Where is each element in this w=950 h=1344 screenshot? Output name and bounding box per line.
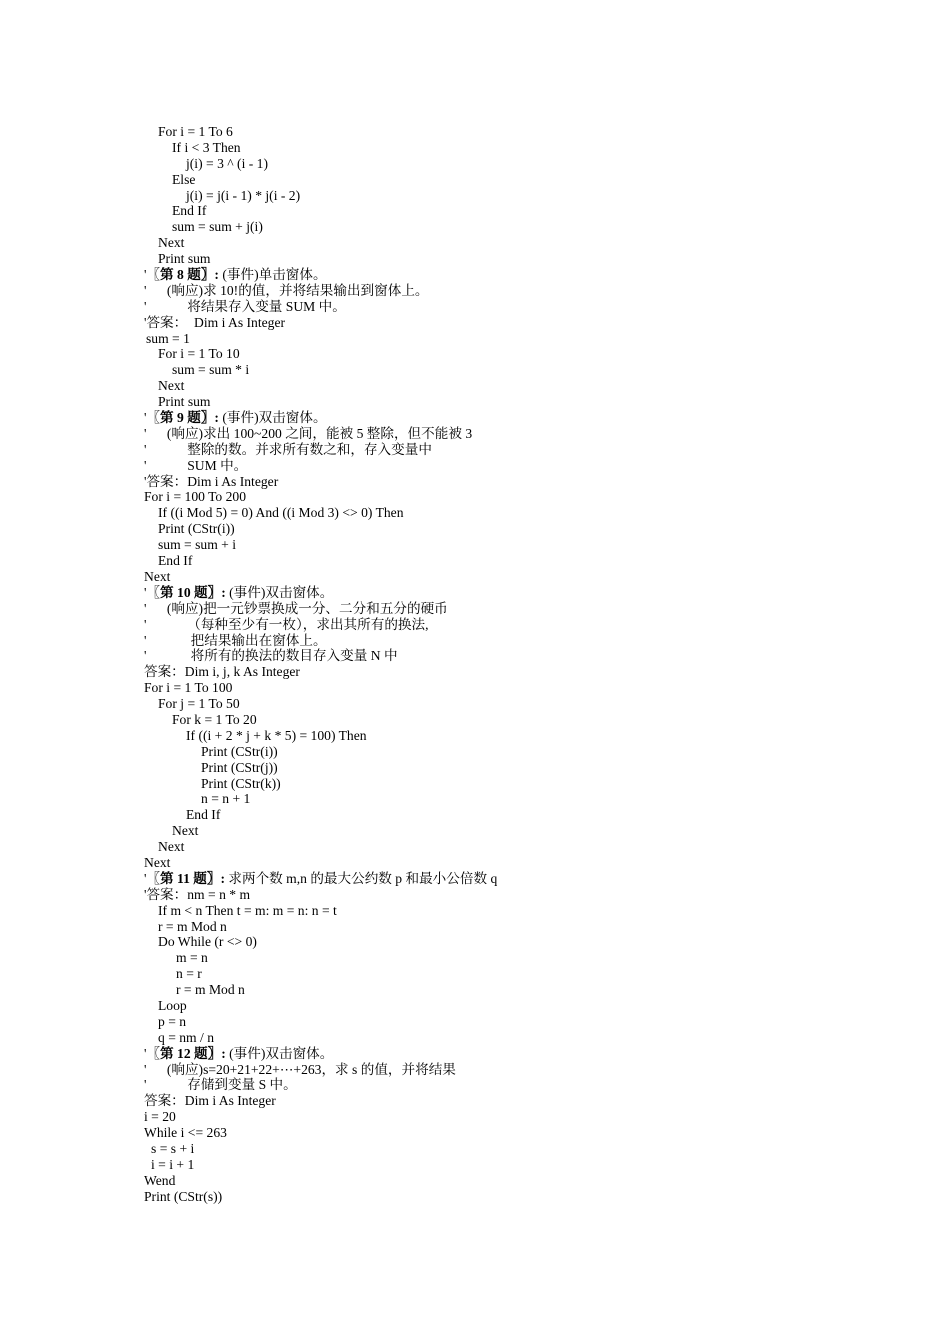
text-line: [144, 251, 864, 267]
line-text: i = i + 1: [151, 1156, 195, 1172]
text-line: [144, 235, 864, 251]
text-line: [144, 569, 864, 585]
line-text: Next: [158, 839, 185, 855]
line-text: 答案：Dim i, j, k As Integer: [144, 664, 300, 680]
text-line: [144, 760, 864, 776]
line-text: r = m Mod n: [176, 982, 245, 998]
line-text: j(i) = j(i - 1) * j(i - 2): [186, 187, 301, 203]
line-text: End If: [186, 807, 221, 823]
question-heading: [144, 585, 864, 601]
line-text: End If: [172, 203, 207, 219]
line-text: Print (CStr(k)): [201, 775, 281, 791]
line-text: Do While (r <> 0): [158, 934, 257, 950]
text-line: [144, 394, 864, 410]
text-line: [144, 188, 864, 204]
text-line: [144, 1141, 864, 1157]
text-line: [144, 1014, 864, 1030]
text-line: [144, 744, 864, 760]
text-line: [144, 648, 864, 664]
text-line: [144, 887, 864, 903]
line-text: (事件)双击窗体。: [225, 1045, 334, 1061]
text-line: [144, 553, 864, 569]
heading-prefix: '〖: [144, 1045, 161, 1061]
text-line: [144, 140, 864, 156]
question-number: 第 11 题〗:: [160, 870, 225, 886]
line-text: s = s + i: [151, 1141, 195, 1156]
question-number: 第 12 题〗:: [160, 1045, 226, 1061]
line-text: i = 20: [144, 1109, 176, 1125]
line-text: For i = 1 To 100: [144, 680, 233, 696]
text-line: [144, 1189, 864, 1205]
text-line: [144, 1125, 864, 1141]
line-text: For j = 1 To 50: [158, 696, 240, 712]
text-line: [144, 982, 864, 998]
text-line: [144, 315, 864, 331]
line-text: Next: [158, 235, 185, 251]
text-line: [144, 1157, 864, 1173]
line-text: For i = 100 To 200: [144, 489, 247, 505]
text-line: [144, 998, 864, 1014]
line-text: (事件)双击窗体。: [218, 410, 327, 426]
text-line: [144, 346, 864, 362]
text-line: [144, 362, 864, 378]
line-text: Print sum: [158, 251, 211, 267]
text-line: [144, 696, 864, 712]
text-line: [144, 331, 864, 347]
text-line: [144, 919, 864, 935]
heading-prefix: '〖: [144, 870, 161, 886]
text-line: [144, 903, 864, 919]
text-line: [144, 728, 864, 744]
line-text: r = m Mod n: [158, 918, 227, 934]
text-line: [144, 505, 864, 521]
heading-prefix: '〖: [144, 584, 161, 600]
line-text: ' 存储到变量 S 中。: [144, 1077, 297, 1093]
document-body: [144, 124, 864, 1205]
line-text: ' SUM 中。: [144, 457, 248, 473]
line-text: j(i) = 3 ^ (i - 1): [186, 155, 268, 171]
line-text: Print (CStr(s)): [144, 1188, 223, 1204]
line-text: p = n: [158, 1013, 187, 1029]
question-heading: [144, 410, 864, 426]
question-heading: [144, 1046, 864, 1062]
text-line: [144, 617, 864, 633]
line-text: m = n: [176, 950, 208, 966]
text-line: [144, 124, 864, 140]
text-line: [144, 172, 864, 188]
line-text: If ((i + 2 * j + k * 5) = 100) Then: [186, 727, 367, 743]
text-line: [144, 1077, 864, 1093]
line-text: ' (响应)求 10!的值，并将结果输出到窗体上。: [144, 282, 429, 298]
heading-prefix: '〖: [144, 410, 161, 426]
line-text: '答案： Dim i As Integer: [144, 314, 286, 330]
text-line: [144, 791, 864, 807]
line-text: ' 将结果存入变量 SUM 中。: [144, 298, 346, 314]
line-text: q = nm / n: [158, 1029, 215, 1045]
line-text: n = r: [176, 966, 202, 982]
text-line: [144, 934, 864, 950]
text-line: [144, 521, 864, 537]
line-text: While i <= 263: [144, 1125, 227, 1141]
line-text: '答案：Dim i As Integer: [144, 473, 279, 489]
text-line: [144, 1109, 864, 1125]
line-text: sum = sum * i: [172, 362, 250, 378]
text-line: [144, 1030, 864, 1046]
line-text: Print (CStr(j)): [201, 759, 278, 775]
line-text: Else: [172, 171, 196, 187]
line-text: (事件)双击窗体。: [225, 584, 334, 600]
text-line: [144, 776, 864, 792]
line-text: ' (响应)求出 100~200 之间，能被 5 整除，但不能被 3: [144, 425, 473, 441]
line-text: Loop: [158, 997, 187, 1013]
line-text: Next: [158, 378, 185, 394]
line-text: ' (响应)s=20+21+22+⋯+263，求 s 的值，并将结果: [144, 1061, 456, 1077]
line-text: Print (CStr(i)): [158, 521, 235, 537]
text-line: [144, 299, 864, 315]
text-line: [144, 1173, 864, 1189]
text-line: [144, 1093, 864, 1109]
line-text: '答案：nm = n * m: [144, 886, 251, 902]
question-number: 第 8 题〗:: [160, 267, 219, 283]
text-line: [144, 489, 864, 505]
text-line: [144, 855, 864, 871]
text-line: [144, 1062, 864, 1078]
line-text: ' 把结果输出在窗体上。: [144, 632, 327, 648]
line-text: Print sum: [158, 394, 211, 410]
text-line: [144, 680, 864, 696]
text-line: [144, 601, 864, 617]
text-line: [144, 426, 864, 442]
text-line: [144, 966, 864, 982]
text-line: [144, 156, 864, 172]
text-line: [144, 537, 864, 553]
line-text: sum = 1: [146, 330, 190, 346]
line-text: sum = sum + i: [158, 537, 237, 553]
line-text: If ((i Mod 5) = 0) And ((i Mod 3) <> 0) Then: [158, 505, 404, 521]
text-line: [144, 633, 864, 649]
line-text: Wend: [144, 1172, 176, 1188]
line-text: ' 将所有的换法的数目存入变量 N 中: [144, 648, 398, 664]
text-line: [144, 950, 864, 966]
line-text: 答案：Dim i As Integer: [144, 1093, 276, 1109]
line-text: For i = 1 To 10: [158, 346, 240, 362]
text-line: [144, 839, 864, 855]
text-line: [144, 283, 864, 299]
line-text: ' 整除的数。并求所有数之和，存入变量中: [144, 441, 432, 457]
line-text: Next: [172, 823, 199, 839]
line-text: 求两个数 m,n 的最大公约数 p 和最小公倍数 q: [225, 870, 498, 886]
line-text: If i < 3 Then: [172, 139, 241, 155]
line-text: For k = 1 To 20: [172, 711, 257, 727]
text-line: [144, 712, 864, 728]
heading-prefix: '〖: [144, 267, 161, 283]
text-line: [144, 442, 864, 458]
text-line: [144, 203, 864, 219]
line-text: ' (响应)把一元钞票换成一分、二分和五分的硬币: [144, 600, 448, 616]
line-text: If m < n Then t = m: m = n: n = t: [158, 902, 337, 918]
question-heading: [144, 267, 864, 283]
line-text: For i = 1 To 6: [158, 124, 233, 139]
question-heading: [144, 871, 864, 887]
question-number: 第 10 题〗:: [160, 584, 226, 600]
question-number: 第 9 题〗:: [160, 410, 219, 426]
text-line: [144, 807, 864, 823]
line-text: ' （每种至少有一枚），求出其所有的换法,: [144, 616, 429, 632]
line-text: Next: [144, 568, 171, 584]
line-text: n = n + 1: [201, 791, 251, 807]
text-line: [144, 474, 864, 490]
text-line: [144, 378, 864, 394]
text-line: [144, 219, 864, 235]
text-line: [144, 458, 864, 474]
text-line: [144, 664, 864, 680]
line-text: sum = sum + j(i): [172, 219, 263, 235]
line-text: (事件)单击窗体。: [218, 267, 327, 283]
line-text: Print (CStr(i)): [201, 743, 278, 759]
text-line: [144, 823, 864, 839]
line-text: End If: [158, 553, 193, 569]
line-text: Next: [144, 854, 171, 870]
